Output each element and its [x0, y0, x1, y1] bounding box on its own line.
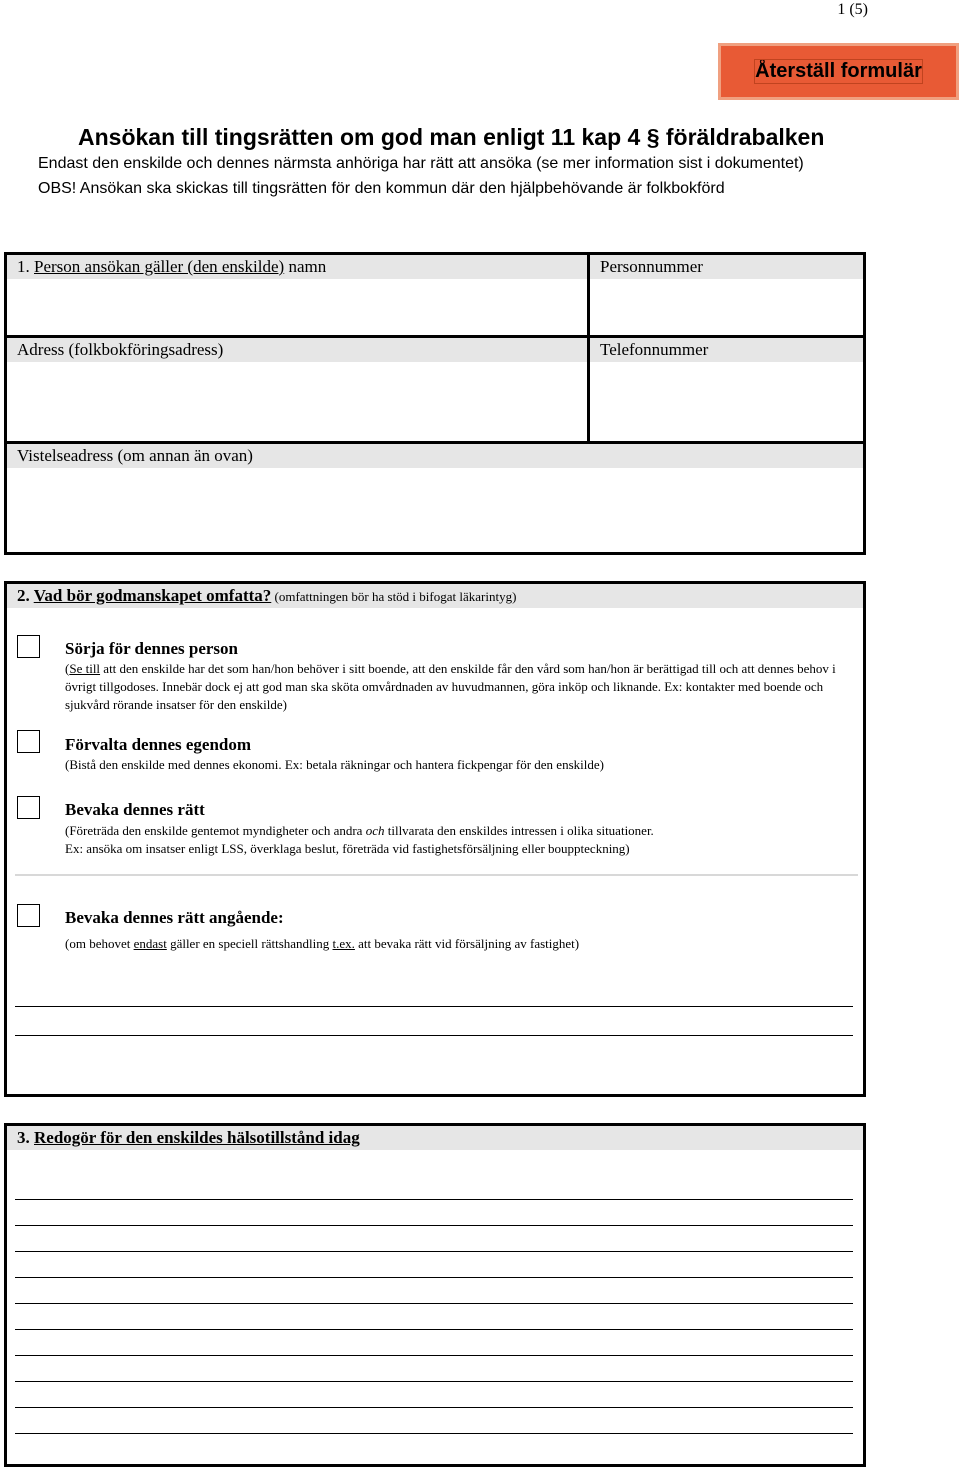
section2-box	[4, 581, 866, 1097]
vistelseadress-field[interactable]	[7, 468, 863, 552]
health-write-line[interactable]	[15, 1199, 853, 1200]
name-field[interactable]	[7, 279, 587, 335]
health-write-line[interactable]	[15, 1303, 853, 1304]
option-separator	[15, 874, 858, 876]
option-bevaka-desc-line1	[65, 822, 654, 840]
health-write-line[interactable]	[15, 1329, 853, 1330]
health-write-line[interactable]	[15, 1381, 853, 1382]
section3-heading: Redogör för den enskildes hälsotillstånd idag	[34, 1128, 360, 1147]
section2-number: 2.	[17, 586, 34, 605]
section2-header	[7, 584, 863, 608]
document-title: Ansökan till tingsrätten om god man enligt 11 kap 4 § föräldrabalken	[78, 124, 825, 150]
adress-label: Adress (folkbokföringsadress)	[7, 338, 587, 362]
health-write-line[interactable]	[15, 1433, 853, 1434]
subtitle-eligibility: Endast den enskilde och dennes närmsta anhöriga har rätt att ansöka (se mer information sist i dokumentet)	[38, 155, 804, 172]
option-angaende-desc	[65, 935, 579, 953]
angaende-write-line-1[interactable]	[15, 1006, 853, 1007]
option-sorja-title: Sörja för dennes person	[65, 639, 238, 658]
option-angaende-desc-b: gäller en speciell rättshandling	[166, 936, 333, 951]
adress-field[interactable]	[7, 362, 587, 441]
name-label	[7, 255, 587, 279]
option-forvalta-desc: (Bistå den enskilde med dennes ekonomi. Ex: betala räkningar och hantera fickpengar för den enskilde)	[65, 757, 604, 772]
option-bevaka-desc-line2: Ex: ansöka om insatser enligt LSS, överklaga beslut, företräda vid fastighetsförsäljning eller bouppteckning)	[65, 841, 630, 856]
telefon-label: Telefonnummer	[590, 338, 863, 362]
option-angaende-desc-endast: endast	[133, 936, 167, 951]
section1-box	[4, 252, 866, 555]
option-sorja-desc	[65, 660, 855, 714]
section3-number: 3.	[17, 1128, 34, 1147]
option-bevaka-desc-italic: och	[365, 823, 385, 838]
option-bevaka-desc-b: tillvarata den enskildes intressen i olika situationer.	[384, 823, 654, 838]
option-bevaka-title: Bevaka dennes rätt	[65, 800, 205, 819]
option-angaende-title: Bevaka dennes rätt angående:	[65, 908, 284, 927]
section2-heading: Vad bör godmanskapet omfatta?	[33, 586, 272, 605]
reset-form-button[interactable]	[718, 43, 959, 100]
vistelseadress-label: Vistelseadress (om annan än ovan)	[7, 444, 863, 468]
checkbox-bevaka-ratt-angaende[interactable]	[17, 904, 40, 927]
option-sorja-desc-rest: att den enskilde har det som han/hon behöver i sitt boende, att den enskilde får den vård som han/hon är berättigad till och att dennes behov i övrigt tillgodoses. Innebär dock ej att god man ska sköta omvårdnaden av huvudmannen, göra inköp och liknande. Ex: kontakter med boende och sjukvård rörande insatser för den enskilde)	[65, 661, 836, 712]
option-bevaka-desc-a: (Företräda den enskilde gentemot myndigheter och andra	[65, 823, 366, 838]
section1-heading-suffix: namn	[284, 257, 327, 276]
angaende-write-line-2[interactable]	[15, 1035, 853, 1036]
checkbox-forvalta-egendom[interactable]	[17, 730, 40, 753]
checkbox-sorja-for-person[interactable]	[17, 635, 40, 658]
section2-note: (omfattningen bör ha stöd i bifogat läkarintyg)	[271, 589, 517, 604]
option-angaende-desc-c: att bevaka rätt vid försäljning av fastighet)	[354, 936, 580, 951]
personnummer-label: Personnummer	[590, 255, 863, 279]
health-write-line[interactable]	[15, 1251, 853, 1252]
section1-heading: Person ansökan gäller (den enskilde)	[34, 257, 285, 276]
health-write-line[interactable]	[15, 1225, 853, 1226]
health-write-line[interactable]	[15, 1277, 853, 1278]
option-angaende-desc-a: (om behovet	[65, 936, 134, 951]
telefon-field[interactable]	[590, 362, 863, 441]
page-number: 1 (5)	[837, 1, 868, 18]
personnummer-field[interactable]	[590, 279, 863, 335]
section3-header	[7, 1126, 863, 1150]
option-angaende-desc-tex: t.ex.	[332, 936, 355, 951]
checkbox-bevaka-ratt[interactable]	[17, 796, 40, 819]
health-write-line[interactable]	[15, 1407, 853, 1408]
option-forvalta-title: Förvalta dennes egendom	[65, 735, 252, 754]
option-sorja-desc-prefix: (	[65, 661, 70, 676]
subtitle-submission: OBS! Ansökan ska skickas till tingsrätten för den kommun där den hjälpbehövande är folkbokförd	[38, 180, 725, 197]
option-sorja-desc-underlined: Se till	[69, 661, 101, 676]
section3-box	[4, 1123, 866, 1467]
section1-number: 1.	[17, 257, 34, 276]
health-write-line[interactable]	[15, 1355, 853, 1356]
reset-form-label: Återställ formulär	[755, 60, 922, 82]
